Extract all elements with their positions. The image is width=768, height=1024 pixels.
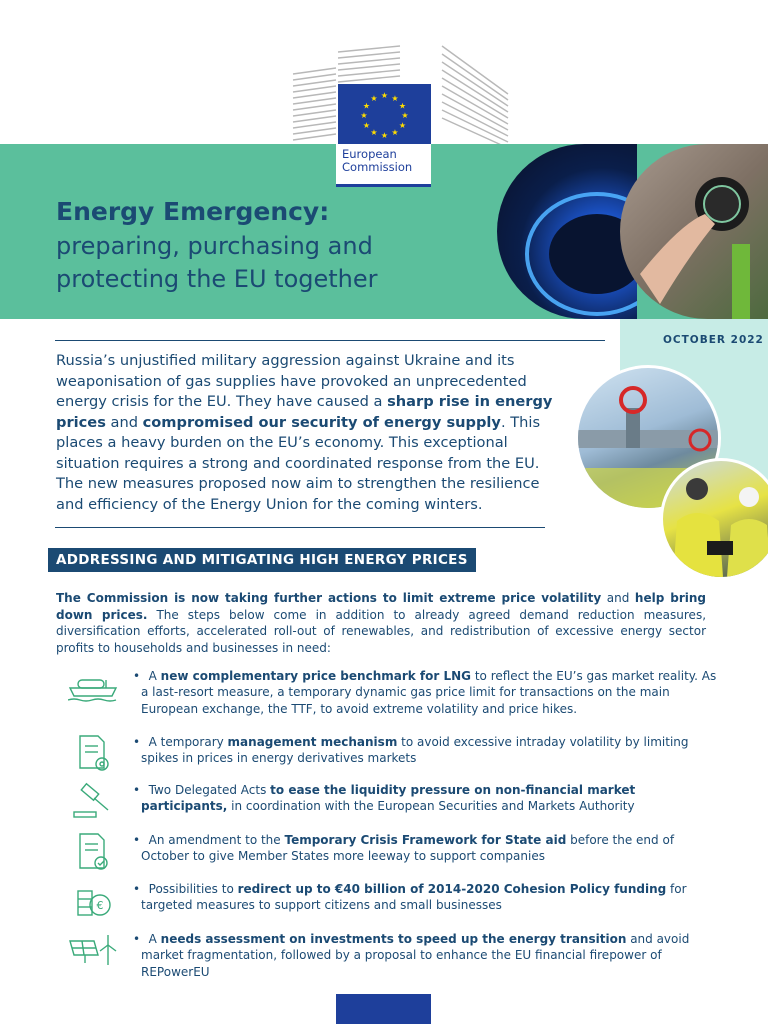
intro-paragraph <box>56 351 561 515</box>
item-bold: redirect up to €40 billion of 2014-2020 Cohesion Policy funding <box>237 882 667 896</box>
footer-flag-bar <box>336 994 431 1024</box>
item-post: for targeted measures to support citizens and small businesses <box>141 882 687 913</box>
svg-text:★: ★ <box>401 111 409 120</box>
svg-text:★: ★ <box>370 128 378 137</box>
lead-paragraph <box>56 590 706 656</box>
gavel-icon <box>68 782 118 822</box>
lead-text-2: The steps below come in addition to already agreed demand reduction measures, diversification efforts, accelerated roll-out of renewables, and redistribution of excessive energy sector profits to households and businesses in need: <box>56 607 707 655</box>
svg-text:★: ★ <box>362 101 371 111</box>
lead-bold-1: The Commission is now taking further actions to limit extreme price volatility <box>56 591 602 605</box>
svg-text:★: ★ <box>391 94 399 103</box>
bullet: • <box>133 932 141 946</box>
svg-text:★: ★ <box>391 128 399 137</box>
lead-text-1: and <box>601 591 635 605</box>
bullet: • <box>133 783 141 797</box>
list-item-text <box>133 782 721 815</box>
item-bold: management mechanism <box>227 735 398 749</box>
workers-photo <box>660 458 768 580</box>
item-post: before the end of October to give Member States more leeway to support companies <box>141 833 675 864</box>
item-bold: to ease the liquidity pressure on non-financial market participants, <box>141 783 636 814</box>
eu-flag <box>338 84 431 144</box>
document-gear-icon <box>68 734 118 774</box>
svg-text:★: ★ <box>380 131 389 140</box>
item-post: to reflect the EU’s gas market reality. As a last-resort measure, a temporary dynamic gas price limit for transactions on the main European exchange, the TTF, to avoid extreme volatility and price hikes. <box>141 669 717 716</box>
list-item <box>56 782 716 828</box>
intro-bold-2: compromised our security of energy supply <box>142 413 501 431</box>
item-pre: A temporary <box>148 735 228 749</box>
item-pre: Two Delegated Acts <box>148 783 271 797</box>
item-post: in coordination with the European Securities and Markets Authority <box>227 799 635 814</box>
divider-top <box>55 340 605 341</box>
solar-wind-icon <box>68 931 118 971</box>
page-subtitle: preparing, purchasing and protecting the EU together <box>56 232 378 293</box>
svg-text:★: ★ <box>362 121 371 130</box>
intro-text-3: . This places a heavy burden on the EU’s economy. This exceptional situation requires a strong and coordinated response from the EU. The new measures proposed now aim to strengthen the resilience and efficiency of the Energy Union for the coming winters. <box>56 413 541 513</box>
bullet: • <box>133 833 141 847</box>
item-pre: A <box>148 669 161 683</box>
publication-date: OCTOBER 2022 <box>663 334 764 346</box>
org-line-2: Commission <box>342 160 413 174</box>
org-line-1: European <box>342 147 397 161</box>
item-pre: Possibilities to <box>148 882 238 896</box>
org-name <box>342 148 412 174</box>
intro-text-1: Russia’s unjustified military aggression against Ukraine and its weaponisation of gas supplies have provoked an unprecedented energy crisis for the EU. They have caused a <box>56 352 527 410</box>
item-pre: A <box>148 932 161 946</box>
list-item-text <box>133 832 721 865</box>
bullet: • <box>133 669 141 683</box>
intro-text-2: and <box>105 413 143 431</box>
list-item <box>56 832 716 878</box>
list-item-text <box>133 734 721 767</box>
document-check-icon <box>68 832 118 872</box>
item-bold: needs assessment on investments to speed up the energy transition <box>160 932 627 946</box>
lng-ship-icon <box>68 668 118 708</box>
euro-funding-icon <box>68 881 118 921</box>
svg-text:★: ★ <box>398 121 407 130</box>
svg-text:€: € <box>96 899 104 912</box>
list-item <box>56 931 716 977</box>
list-item <box>56 881 716 927</box>
svg-text:★: ★ <box>398 101 407 111</box>
item-post: and avoid market fragmentation, followed by a proposal to enhance the EU financial firepower of REPowerEU <box>141 932 690 979</box>
item-bold: Temporary Crisis Framework for State aid <box>284 833 567 847</box>
svg-text:★: ★ <box>370 94 378 103</box>
svg-text:★: ★ <box>360 111 368 120</box>
page-title: Energy Emergency: <box>56 197 330 226</box>
lead-bold-2: help bring down prices. <box>56 591 706 622</box>
list-item <box>56 668 716 714</box>
bullet: • <box>133 882 141 896</box>
list-item-text <box>133 881 721 914</box>
section-heading: ADDRESSING AND MITIGATING HIGH ENERGY PRICES <box>48 548 476 572</box>
item-bold: new complementary price benchmark for LNG <box>160 669 472 683</box>
list-item-text <box>133 668 721 717</box>
list-item-text <box>133 931 721 980</box>
intro-bold-1: sharp rise in energy prices <box>56 393 553 431</box>
divider-bottom <box>55 527 545 528</box>
bullet: • <box>133 735 141 749</box>
item-post: to avoid excessive intraday volatility by limiting spikes in prices in energy derivatives markets <box>141 735 689 766</box>
list-item <box>56 734 716 780</box>
item-pre: An amendment to the <box>148 833 285 847</box>
svg-text:★: ★ <box>380 91 389 100</box>
